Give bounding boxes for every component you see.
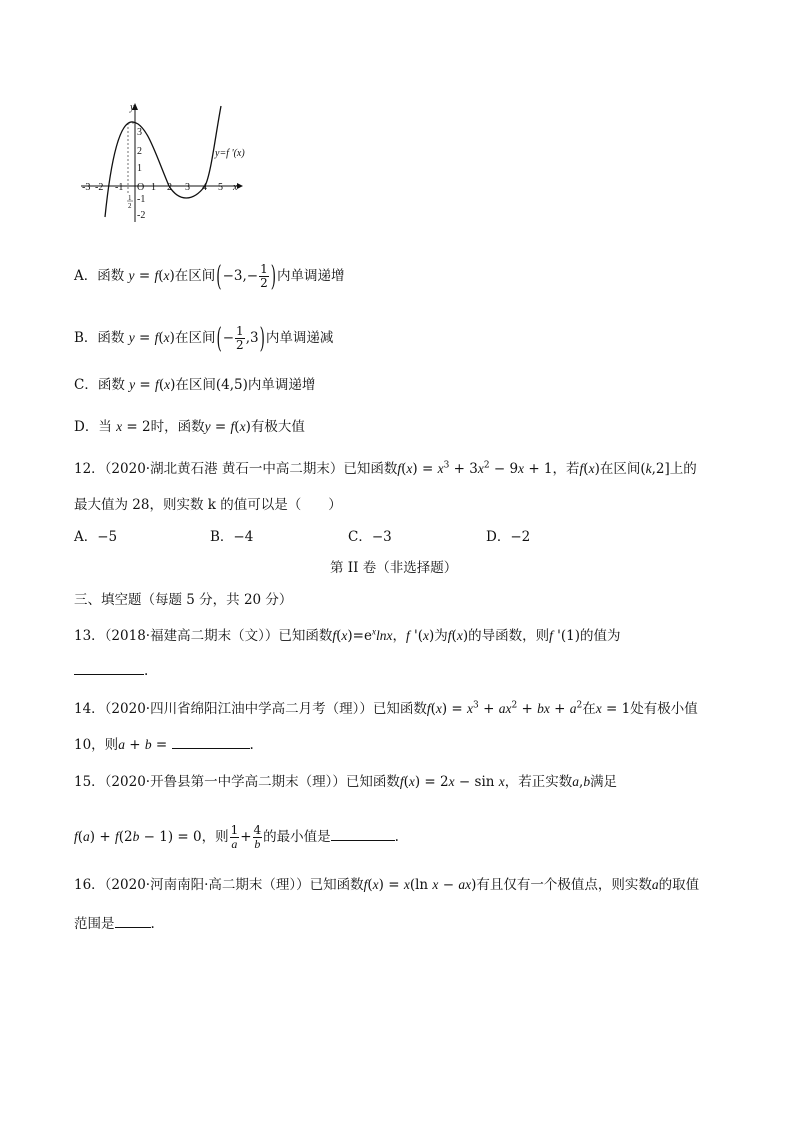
q14-line2: 10，则a + b = . <box>74 737 254 753</box>
curve-label: y=f '(x) <box>215 148 245 159</box>
q12-option-d: D．−2 <box>486 529 531 545</box>
q16-line1: 16．（2020·河南南阳·高二期末（理））已知函数f(x) = x(ln x − ax)有且仅有一个极值点，则实数a的取值 <box>74 877 700 893</box>
y-tick: 2 <box>137 146 142 157</box>
y-tick: -1 <box>137 194 146 205</box>
q12-line1: 12．（2020·湖北黄石港 黄石一中高二期末）已知函数$f(x) = x^3 + 3x^2 - 9x + 1$，若f(x)在区间(k,2]上的 <box>74 460 697 477</box>
q12-option-a: A．−5 <box>74 529 118 545</box>
half-mark: 1 <box>128 194 132 202</box>
svg-text:2: 2 <box>128 202 132 210</box>
origin-label: O <box>137 182 145 193</box>
q16-line2: 范围是 . <box>74 916 155 932</box>
y-tick: -2 <box>137 210 146 221</box>
y-tick: 3 <box>137 127 142 138</box>
q13-line1: 13．（2018·福建高二期末（文））已知函数$f(x)=e^x\ln x$，f '(x)为f(x)的导函数，则f '(1)的值为 <box>74 626 621 644</box>
x-tick: 4 <box>202 182 207 193</box>
q11-option-d: D．当 x = 2时，函数y = f(x)有极大值 <box>74 419 305 435</box>
x-tick: 5 <box>218 182 223 193</box>
q12-option-c: C．−3 <box>348 529 392 545</box>
x-tick: -1 <box>115 182 124 193</box>
q13-answer-line: . <box>74 662 148 680</box>
x-tick: -3 <box>82 182 91 193</box>
x-tick: -2 <box>95 182 104 193</box>
q12-line2: 最大值为 28，则实数 k 的值可以是（ ） <box>74 497 342 513</box>
derivative-graph <box>75 98 250 228</box>
answer-blank[interactable] <box>74 674 144 675</box>
x-tick: 2 <box>167 182 172 193</box>
x-tick: 1 <box>151 182 156 193</box>
q14-line1: 14．（2020·四川省绵阳江油中学高二月考（理））已知函数$f(x) = x^3 + ax^2$ + bx + $a^2$在x = 1处有极小值 <box>74 700 698 717</box>
x-tick: 3 <box>185 182 190 193</box>
q11-option-b: B．函数 y = f(x)在区间(− $\frac{1}{2}$ ,3)内单调递减 <box>74 321 334 356</box>
q11-option-c: C．函数 y = f(x)在区间(4,5)内单调递增 <box>74 377 316 393</box>
q12-option-b: B．−4 <box>210 529 254 545</box>
x-axis-label: x <box>233 182 238 193</box>
q11-option-a: A．函数 y = f(x)在区间(−3,− $\frac{1}{2}$ )内单调递增 <box>74 259 345 294</box>
section-title: 第 II 卷（非选择题） <box>330 560 458 576</box>
q15-line2: f(a) + f(2b − 1) = 0，则 $\frac{1}{a}$ + $\frac{4}{b}$ 的最小值是 . <box>74 823 399 851</box>
part-three-heading: 三、填空题（每题 5 分，共 20 分） <box>74 592 293 608</box>
answer-blank[interactable] <box>172 748 250 749</box>
y-tick: 1 <box>137 163 142 174</box>
answer-blank[interactable] <box>331 840 395 841</box>
y-axis-label: y <box>130 102 135 113</box>
answer-blank[interactable] <box>115 927 151 928</box>
q15-line1: 15．（2020·开鲁县第一中学高二期末（理））已知函数f(x) = 2x − sin x，若正实数a,b满足 <box>74 774 618 790</box>
